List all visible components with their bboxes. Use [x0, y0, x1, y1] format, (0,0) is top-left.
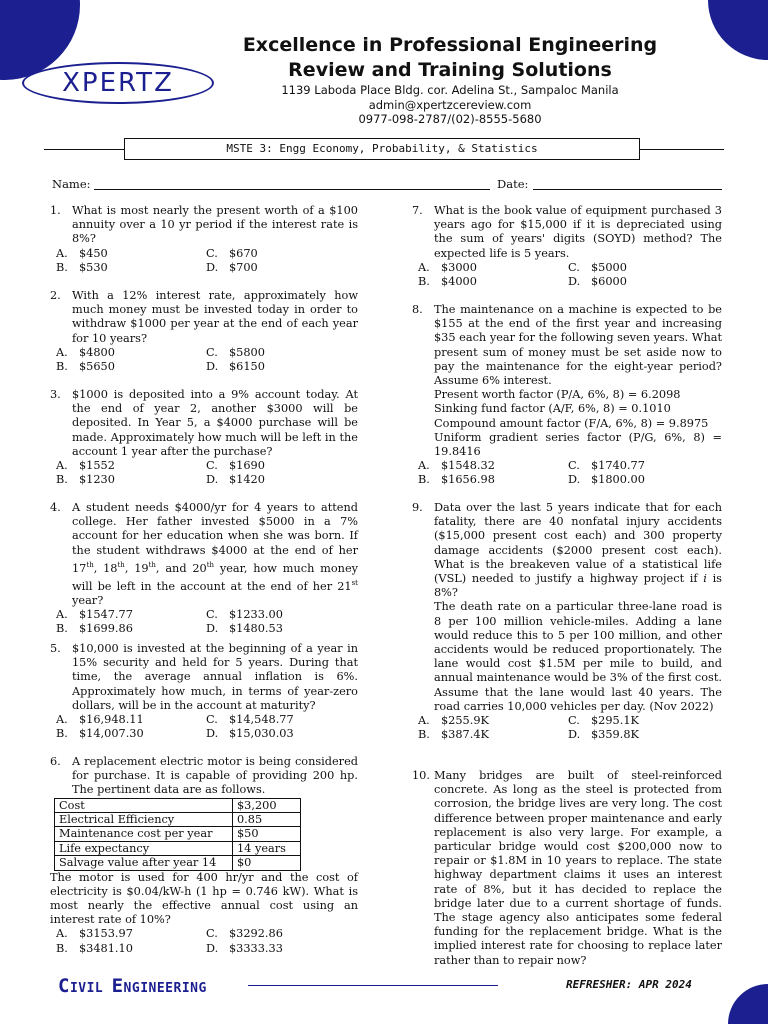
choices — [418, 714, 722, 742]
question-number: 5. — [50, 642, 61, 655]
name-label: Name: — [52, 177, 91, 191]
question-text: What is most nearly the present worth of a $100 annuity over a 10 yr period if the interest rate is 8%? — [72, 204, 358, 246]
question-10 — [412, 769, 722, 968]
question-number: 6. — [50, 755, 61, 768]
question-4 — [50, 501, 358, 636]
choices — [56, 927, 358, 955]
choice: B. $14,007.30 — [56, 727, 144, 741]
question-text: A replacement electric motor is being considered for purchase. It is capable of providing 200 hp. The pertinent data are as follows. — [72, 755, 358, 797]
choice: B. $1656.98 — [418, 473, 495, 487]
header-email: admin@xpertzcereview.com — [368, 98, 532, 112]
choice: C. $3292.86 — [206, 927, 283, 941]
question-number: 10. — [412, 769, 430, 782]
choice: D. $700 — [206, 260, 258, 274]
question-9 — [412, 501, 722, 742]
choice: D. $3333.33 — [206, 941, 283, 955]
date-line — [533, 189, 722, 190]
question-text: With a 12% interest rate, approximately how much money must be invested today in order to withdraw $1000 per year at the end of each year for 10 years? — [72, 289, 358, 345]
question-number: 1. — [50, 204, 61, 217]
question-1 — [50, 204, 358, 275]
choice: B. $387.4K — [418, 728, 489, 742]
question-number: 8. — [412, 303, 423, 316]
question-text: A student needs $4000/yr for 4 years to attend college. Her father invested $5000 in a 7% account for her education when she was born. If the student withdraws $4000 at the end of her 17th, 18th, 19th, and 20th year, how much money will be left in the account at the end of her 21st year? — [72, 501, 359, 607]
table-row: Electrical Efficiency 0.85 — [55, 813, 301, 827]
xpertz-logo: XPERTZ — [22, 62, 214, 104]
choice: C. $5000 — [568, 260, 627, 274]
question-text: $10,000 is invested at the beginning of a year in 15% security and held for 5 years. During that time, the average annual inflation is 6%. Approximately how much, in terms of year-zero dollars, will be in the account at maturity? — [72, 642, 358, 712]
factor-line: Present worth factor (P/A, 6%, 8) = 6.2098 — [434, 388, 681, 402]
question-text: $1000 is deposited into a 9% account today. At the end of year 2, another $3000 will be deposited. In Year 5, a $4000 purchase will be made. Approximately how much will be left in the account 1 year after the purchase? — [72, 388, 358, 458]
table-row: Life expectancy 14 years — [55, 841, 301, 855]
table-row: Cost $3,200 — [55, 798, 301, 812]
date-label: Date: — [497, 177, 529, 191]
question-number: 7. — [412, 204, 423, 217]
choice: A. $450 — [56, 246, 108, 260]
choice: B. $3481.10 — [56, 941, 133, 955]
question-text: The maintenance on a machine is expected to be $155 at the end of the first year and increasing $35 each year for the following seven years. What present sum of money must be set aside now to pay the maintenance for the eight-year period? Assume 6% interest. Present worth factor (P/A, 6%, 8) = 6.2098 Sinking fund factor (A/F, 6%, 8) = 0.1010 Compound amount factor (F/A, 6%, 8) = 9.8975 Uniform gradient series factor (P/G, 6%, 8) = 19.8416 — [434, 303, 722, 459]
choice: A. $3153.97 — [56, 927, 133, 941]
table-row: Maintenance cost per year $50 — [55, 827, 301, 841]
choice: D. $15,030.03 — [206, 727, 294, 741]
choice: D. $359.8K — [568, 728, 639, 742]
choice: A. $255.9K — [418, 714, 489, 728]
choice: A. $1548.32 — [418, 459, 495, 473]
choice: D. $6000 — [568, 275, 627, 289]
question-number: 9. — [412, 501, 423, 514]
question-6 — [50, 755, 358, 956]
corner-decoration-bottom-right — [728, 984, 768, 1024]
footer-refresher: REFRESHER: APR 2024 — [566, 978, 692, 991]
choice: D. $1420 — [206, 473, 265, 487]
factor-line: Sinking fund factor (A/F, 6%, 8) = 0.1010 — [434, 402, 671, 416]
subject-box: MSTE 3: Engg Economy, Probability, & Statistics — [124, 138, 640, 160]
factor-line: Compound amount factor (F/A, 6%, 8) = 9.8975 — [434, 416, 709, 430]
question-5 — [50, 642, 358, 741]
factor-line: Uniform gradient series factor (P/G, 6%, 8) = 19.8416 — [434, 430, 722, 459]
motor-data-table — [54, 798, 301, 871]
choice: A. $3000 — [418, 260, 477, 274]
question-number: 3. — [50, 388, 61, 401]
question-8 — [412, 303, 722, 488]
choice: B. $1699.86 — [56, 622, 133, 636]
question-3 — [50, 388, 358, 487]
choices — [56, 608, 358, 636]
name-line — [94, 189, 490, 190]
question-text-continued: The motor is used for 400 hr/yr and the cost of electricity is $0.04/kW-h (1 hp = 0.746 kW). What is most nearly the effective annual cost using an interest rate of 10%? — [50, 870, 358, 927]
choice: D. $1480.53 — [206, 622, 283, 636]
question-text: Data over the last 5 years indicate that for each fatality, there are 40 nonfatal injury accidents ($15,000 present cost each) and 300 property damage accidents ($2000 present cost each). What is the breakeven value of a statistical life (VSL) needed to justify a highway project if i is 8%? The death rate on a particular three-lane road is 8 per 100 million vehicle-miles. Adding a lane would reduce this to 5 per 100 million, and other accidents would be reduced proportionately. The lane would cost $1.5M per mile to build, and annual maintenance would be 3% of the first cost. Assume that the lane would last 40 years. The road carries 10,000 vehicles per day. (Nov 2022) — [434, 501, 722, 713]
header-title-line2: Review and Training Solutions — [288, 59, 612, 81]
choice: A. $1552 — [56, 459, 115, 473]
choices — [418, 459, 722, 487]
choice: C. $1690 — [206, 459, 265, 473]
choice: C. $295.1K — [568, 714, 639, 728]
question-2 — [50, 289, 358, 374]
header-phone: 0977-098-2787/(02)-8555-5680 — [358, 112, 542, 126]
choice: B. $1230 — [56, 473, 115, 487]
question-number: 4. — [50, 501, 61, 514]
choices — [56, 459, 358, 487]
choice: D. $6150 — [206, 360, 265, 374]
choice: B. $4000 — [418, 275, 477, 289]
choice: A. $4800 — [56, 345, 115, 359]
question-number: 2. — [50, 289, 61, 302]
choice: C. $1740.77 — [568, 459, 645, 473]
choice: D. $1800.00 — [568, 473, 645, 487]
question-text: Many bridges are built of steel-reinforced concrete. As long as the steel is protected from corrosion, the bridge lives are very long. The cost difference between proper maintenance and early replacement is also very large. For example, a particular bridge would cost $200,000 now to repair or $1.8M in 10 years to replace. The state highway department claims it uses an interest rate of 8%, but it has decided to replace the bridge later due to a current shortage of funds. The stage agency also anticipates some federal funding for the replacement bridge. What is the implied interest rate for choosing to replace later rather than to repair now? — [434, 769, 722, 967]
choice: C. $670 — [206, 246, 258, 260]
footer-civil-engineering: CIVIL ENGINEERING — [58, 975, 207, 997]
choice: B. $5650 — [56, 360, 115, 374]
header-title-line1: Excellence in Professional Engineering — [242, 34, 658, 56]
table-row: Salvage value after year 14 $0 — [55, 856, 301, 870]
choices — [418, 261, 722, 289]
choice: A. $16,948.11 — [56, 713, 144, 727]
footer-rule — [248, 985, 498, 986]
choice: B. $530 — [56, 260, 108, 274]
choice: C. $1233.00 — [206, 607, 283, 621]
choices — [56, 247, 358, 275]
question-text: What is the book value of equipment purchased 3 years ago for $15,000 if it is depreciated using the sum of years' digits (SOYD) method? The expected life is 5 years. — [434, 204, 722, 260]
header-address: 1139 Laboda Place Bldg. cor. Adelina St., Sampaloc Manila — [281, 83, 619, 97]
choice: A. $1547.77 — [56, 607, 133, 621]
choices — [56, 346, 358, 374]
choice: C. $14,548.77 — [206, 713, 294, 727]
choice: C. $5800 — [206, 345, 265, 359]
choices — [56, 713, 358, 741]
question-7 — [412, 204, 722, 289]
